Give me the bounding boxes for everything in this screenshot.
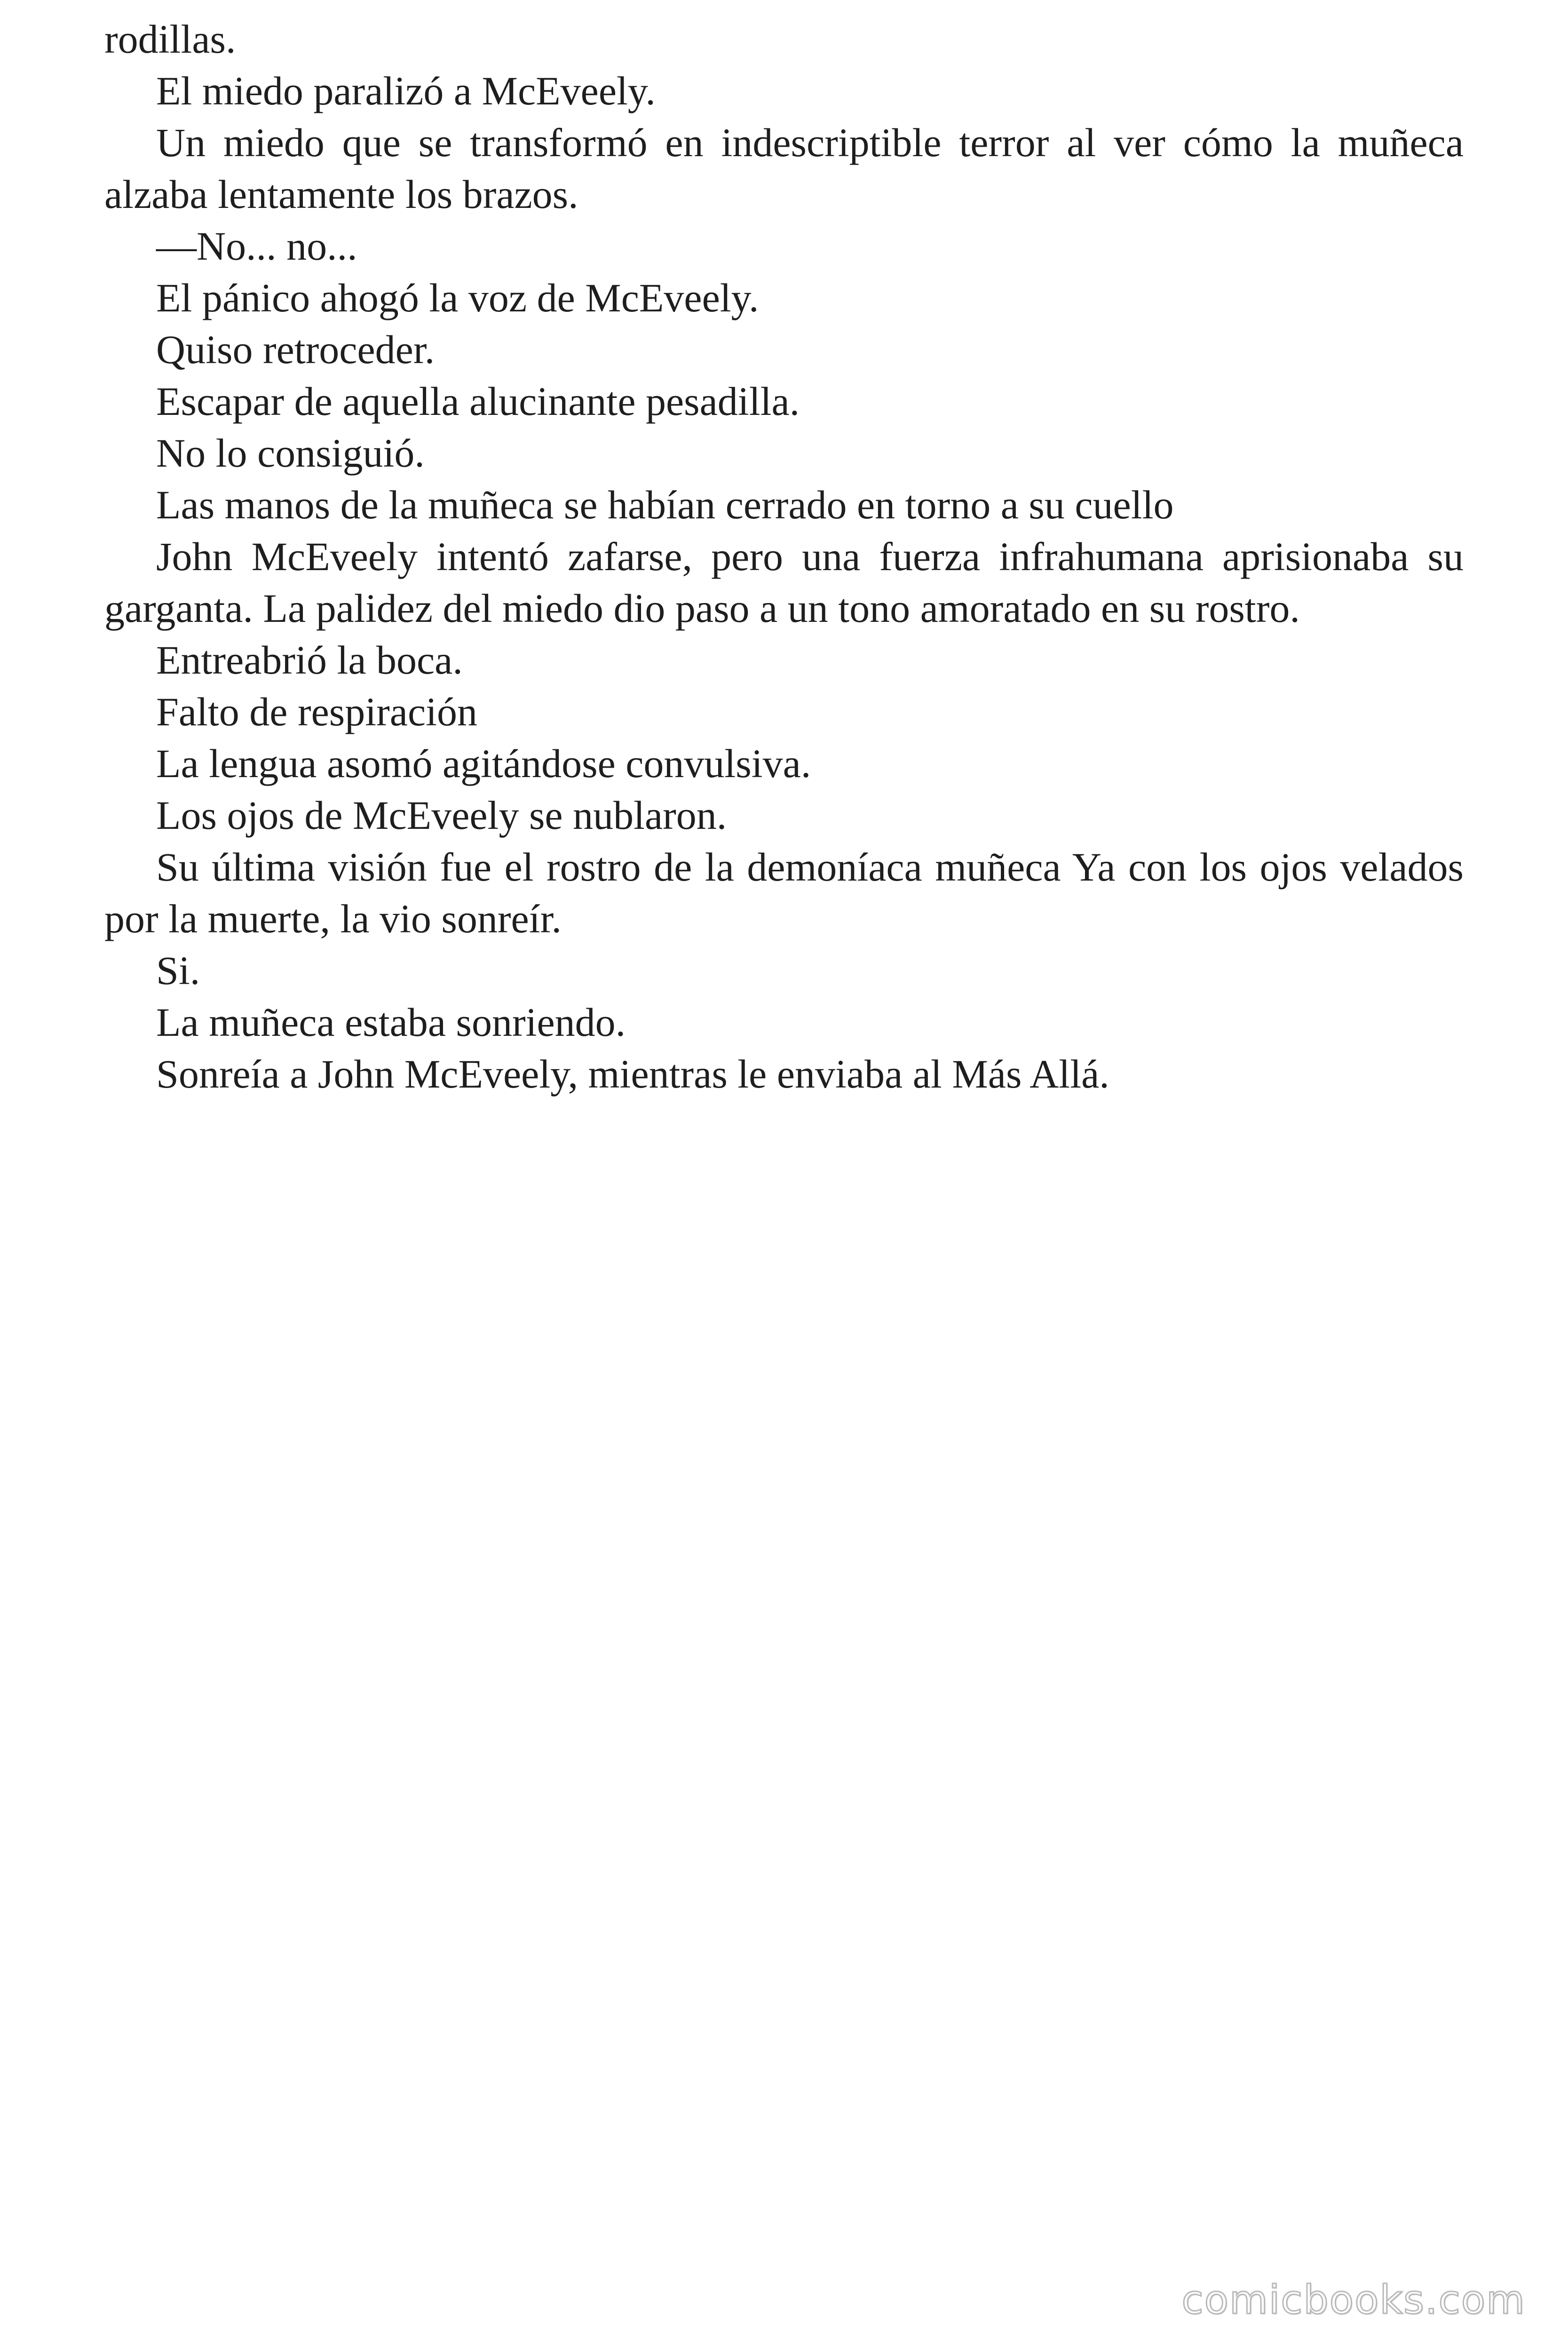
paragraph: Escapar de aquella alucinante pesadilla. [156,379,800,424]
paragraph: Los ojos de McEveely se nublaron. [156,793,727,838]
paragraph: rodillas. [104,16,236,62]
paragraph: Quiso retroceder. [156,327,435,372]
paragraph: Sonreía a John McEveely, mientras le enviaba al Más Allá. [156,1051,1109,1097]
paragraph: John McEveely intentó zafarse, pero una fuerza infrahumana aprisionaba su garganta. La palidez del miedo dio paso a un tono amoratado en su rostro. [104,534,1464,631]
paragraph: Entreabrió la boca. [156,637,463,683]
paragraph: El pánico ahogó la voz de McEveely. [156,275,759,320]
paragraph: No lo consiguió. [156,430,425,476]
paragraph: Falto de respiración [156,689,478,734]
paragraph: Su última visión fue el rostro de la demoníaca muñeca Ya con los ojos velados por la muerte, la vio sonreír. [104,844,1464,941]
page-text [104,13,1464,1100]
paragraph: —No... no... [156,223,357,269]
watermark: comicbooks.com [1181,2277,1526,2323]
paragraph: Las manos de la muñeca se habían cerrado en torno a su cuello [156,482,1174,527]
paragraph: La muñeca estaba sonriendo. [156,1000,626,1045]
paragraph: El miedo paralizó a McEveely. [156,68,656,113]
paragraph: La lengua asomó agitándose convulsiva. [156,741,811,786]
paragraph: Si. [156,948,200,993]
paragraph: Un miedo que se transformó en indescriptible terror al ver cómo la muñeca alzaba lentamente los brazos. [104,120,1464,217]
